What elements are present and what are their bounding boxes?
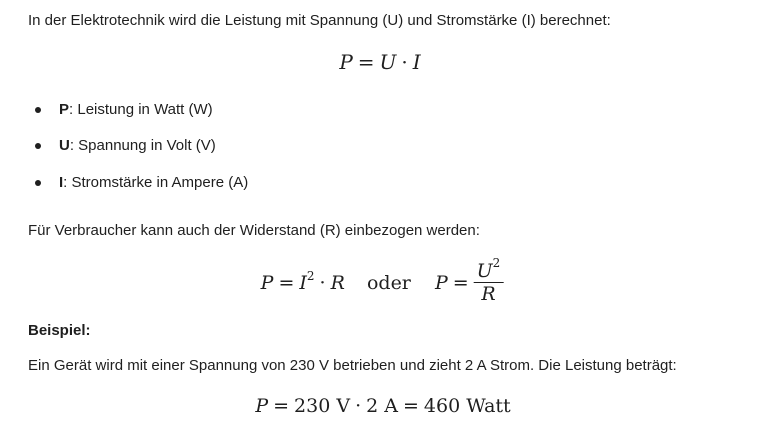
- resistance-symbol: R: [330, 272, 345, 294]
- multiply-dot: ·: [355, 395, 362, 417]
- power-formula: [339, 50, 420, 74]
- definition-symbol: U: [59, 137, 70, 154]
- voltage-symbol: U: [379, 50, 397, 74]
- power-symbol: P: [339, 50, 353, 74]
- fraction-denominator: R: [481, 282, 496, 305]
- or-word: oder: [366, 272, 411, 294]
- power-symbol: P: [255, 395, 269, 417]
- example-formula: [255, 394, 510, 418]
- multiply-dot: ·: [401, 50, 408, 74]
- equals-sign: =: [278, 272, 295, 294]
- list-item-voltage: [59, 136, 216, 156]
- voltage-value: 230 V: [294, 395, 351, 417]
- power-symbol: P: [434, 272, 448, 294]
- power-result: 460 Watt: [423, 395, 511, 417]
- list-item-current: [59, 173, 248, 193]
- example-heading: Beispiel:: [28, 322, 91, 339]
- intro-paragraph: In der Elektrotechnik wird die Leistung mit Spannung (U) und Stromstärke (I) berechnet:: [28, 12, 611, 29]
- current-symbol: I: [412, 50, 421, 74]
- equals-sign: =: [273, 395, 290, 417]
- multiply-dot: ·: [319, 272, 326, 294]
- exponent: 2: [492, 256, 501, 271]
- equals-sign: =: [357, 50, 375, 74]
- fraction-numerator: [474, 256, 504, 283]
- example-paragraph: Ein Gerät wird mit einer Spannung von 230 V betrieben und zieht 2 A Strom. Die Leistung beträgt:: [28, 357, 677, 374]
- definition-symbol: I: [59, 174, 64, 191]
- current-value: 2 A: [366, 395, 398, 417]
- bullet-icon: [35, 107, 41, 113]
- power-symbol: P: [260, 272, 274, 294]
- bullet-icon: [35, 180, 41, 186]
- exponent: 2: [306, 268, 315, 283]
- voltage-symbol: U: [476, 259, 493, 282]
- equals-sign: =: [452, 272, 469, 294]
- resistance-paragraph: Für Verbraucher kann auch der Widerstand (R) einbezogen werden:: [28, 222, 480, 239]
- definition-symbol: P: [59, 101, 70, 118]
- equals-sign: =: [402, 395, 419, 417]
- resistance-formula: [261, 258, 504, 308]
- definition-text: : Spannung in Volt (V): [69, 137, 216, 154]
- fraction: [474, 256, 504, 305]
- definition-text: : Leistung in Watt (W): [69, 101, 213, 118]
- definition-text: : Stromstärke in Ampere (A): [63, 174, 249, 191]
- current-symbol: I: [299, 272, 307, 294]
- bullet-icon: [35, 143, 41, 149]
- list-item-power: [59, 100, 213, 120]
